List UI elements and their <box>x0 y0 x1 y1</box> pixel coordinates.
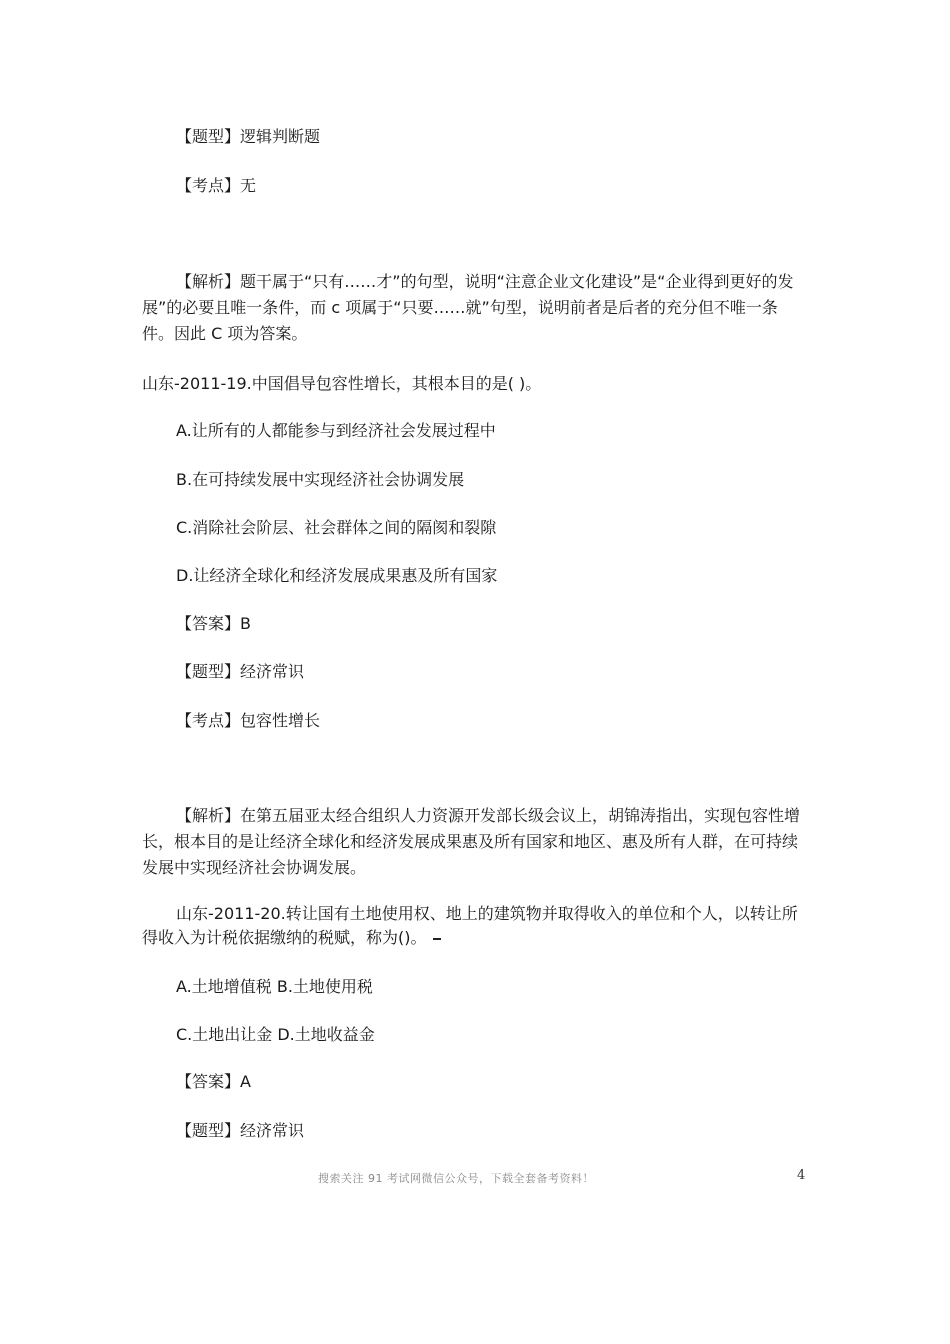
exam-point-label: 【考点】无 <box>176 176 257 195</box>
option-a: A.让所有的人都能参与到经济社会发展过程中 <box>176 421 496 440</box>
option-d: D.让经济全球化和经济发展成果惠及所有国家 <box>176 566 498 585</box>
question-type-label: 【题型】经济常识 <box>176 1121 305 1140</box>
question-stem-text: 山东-2011-20.转让国有土地使用权、地上的建筑物并取得收入的单位和个人，以转让所得收入为计税依据缴纳的税赋，称为()。 <box>142 904 798 947</box>
analysis-paragraph: 【解析】题干属于“只有……才”的句型，说明“注意企业文化建设”是“企业得到更好的发展”的必要且唯一条件，而 c 项属于“只要……就”句型，说明前者是后者的充分但不唯一条件。因此 C 项为答案。 <box>142 272 794 343</box>
analysis-paragraph: 【解析】在第五届亚太经合组织人力资源开发部长级会议上，胡锦涛指出，实现包容性增长，根本目的是让经济全球化和经济发展成果惠及所有国家和地区、惠及所有人群，在可持续发展中实现经济社会协调发展。 <box>142 806 801 877</box>
answer-label: 【答案】B <box>176 614 251 633</box>
option-c: C.消除社会阶层、社会群体之间的隔阂和裂隙 <box>176 518 497 537</box>
page-footer-text: 搜索关注 91 考试网微信公众号，下载全套备考资料！ <box>318 1172 594 1185</box>
text-cursor-mark <box>433 938 441 940</box>
question-stem: 山东-2011-19.中国倡导包容性增长，其根本目的是( )。 <box>142 374 542 393</box>
options-row-1: A.土地增值税 B.土地使用税 <box>176 977 373 996</box>
answer-label: 【答案】A <box>176 1072 251 1091</box>
page-number: 4 <box>797 1168 806 1183</box>
question-type-label: 【题型】逻辑判断题 <box>176 127 321 146</box>
option-b: B.在可持续发展中实现经济社会协调发展 <box>176 470 465 489</box>
question-type-label: 【题型】经济常识 <box>176 662 305 681</box>
options-row-2: C.土地出让金 D.土地收益金 <box>176 1025 375 1044</box>
question-stem <box>142 902 807 950</box>
exam-point-label: 【考点】包容性增长 <box>176 711 321 730</box>
